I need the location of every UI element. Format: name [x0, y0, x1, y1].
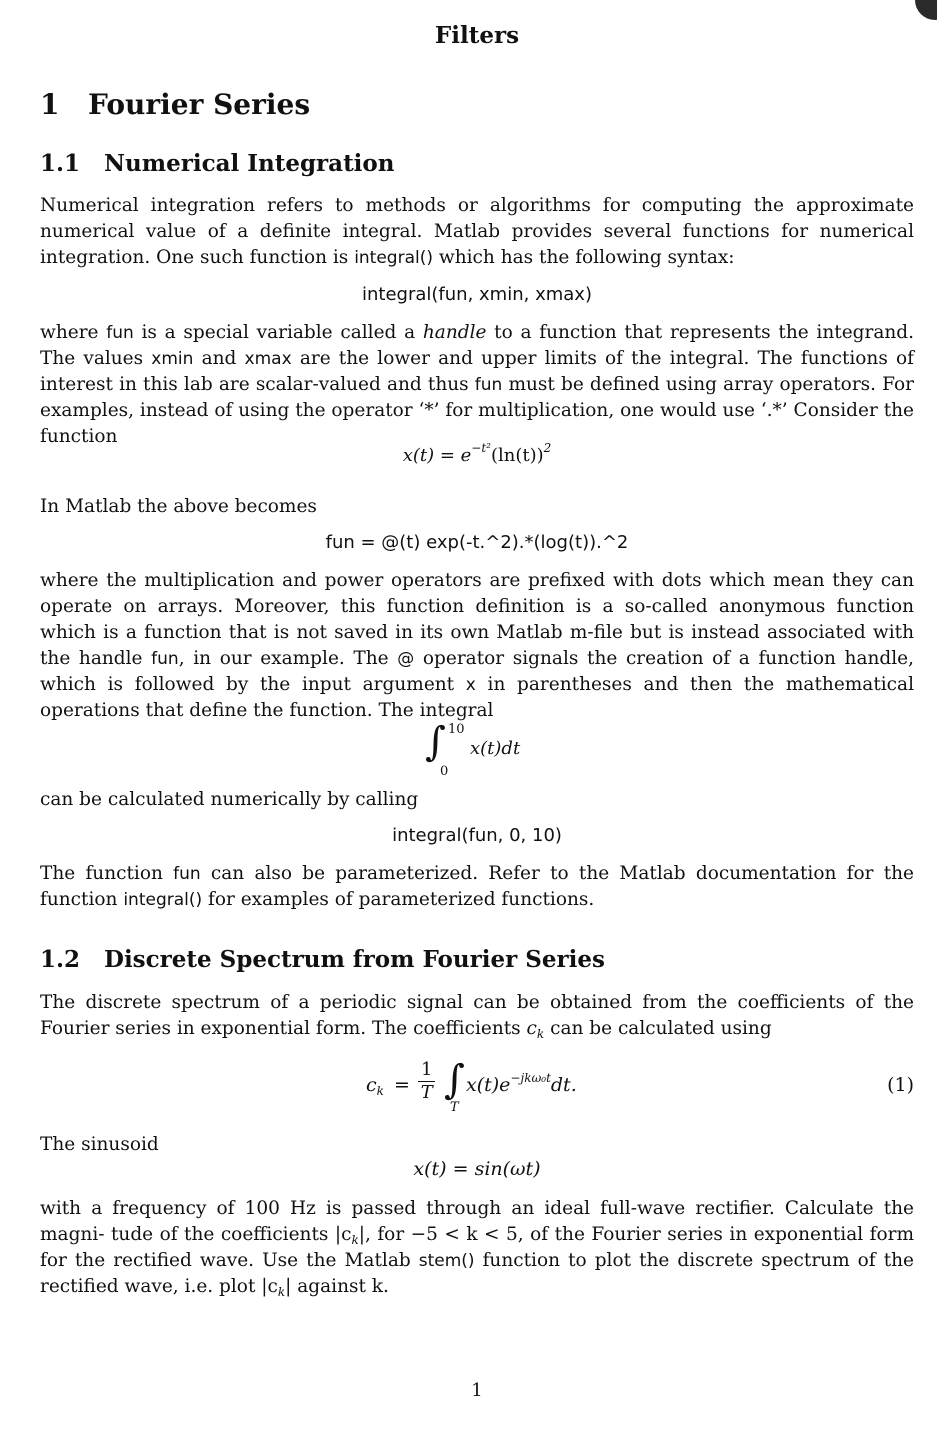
- section-1-number: 1: [40, 88, 60, 121]
- integral-call-line: integral(fun, 0, 10): [392, 825, 562, 846]
- section-1-1-heading: [40, 150, 395, 177]
- math-k-subscript: k: [351, 1233, 359, 1247]
- text: |, for −5 < k < 5, of the Fourier series in exponential form for the rectified wave. Use the Matlab: [40, 1224, 914, 1271]
- math-k-subscript: k: [277, 1285, 286, 1299]
- text: is a special variable called a: [133, 322, 423, 343]
- paragraph-calculated: can be calculated numerically by calling: [40, 789, 419, 810]
- integral-upper: 10: [448, 722, 465, 737]
- sinusoid-equation: x(t) = sin(ωt): [413, 1158, 541, 1180]
- paragraph-sinusoid: The sinusoid: [40, 1134, 159, 1155]
- integral-integrand: x(t)dt: [470, 738, 521, 759]
- eq-power: 2: [543, 441, 552, 455]
- section-1-2-number: 1.2: [40, 946, 81, 973]
- equation-1-label: (1): [887, 1074, 914, 1096]
- matlab-function-line: fun = @(t) exp(-t.^2).*(log(t)).^2: [325, 532, 629, 553]
- paragraph-anonymous-function: [40, 568, 914, 724]
- text: can also be parameterized. Refer to the Matlab documentation for the function: [40, 863, 914, 910]
- code-fun: fun: [173, 864, 201, 884]
- eq1-denominator: T: [420, 1082, 433, 1103]
- eq1-exponent: −jkω₀t: [510, 1071, 551, 1085]
- paragraph-handle: [40, 320, 914, 450]
- text: function to plot the discrete spectrum of the rectified wave, i.e. plot |c: [40, 1250, 914, 1297]
- section-1-2-heading: [40, 946, 605, 973]
- text: operator signals the creation of a function handle, which is followed by the input argument: [40, 648, 914, 695]
- paragraph-intro: [40, 193, 914, 271]
- text: must be defined using array operators. For examples, instead of using the operator ‘*’ for multiplication, one would use ‘.*’ Consider the function: [40, 374, 914, 447]
- eq1-tail: dt.: [550, 1074, 577, 1096]
- eq1-x: x(t)e: [466, 1074, 511, 1096]
- text: The function: [40, 863, 174, 884]
- code-fun: fun: [151, 649, 179, 669]
- text: where: [40, 322, 107, 343]
- text: to a function that represents the integrand. The values: [40, 322, 915, 369]
- text: for examples of parameterized functions.: [202, 889, 595, 910]
- section-1-2-title: Discrete Spectrum from Fourier Series: [104, 946, 605, 973]
- code-fun: fun: [474, 375, 503, 395]
- section-1-title: Fourier Series: [88, 88, 311, 121]
- emphasis-handle: handle: [422, 322, 487, 343]
- eq1-equals: =: [388, 1074, 416, 1096]
- text: can be calculated using: [544, 1018, 772, 1039]
- text: which has the following syntax:: [433, 247, 735, 268]
- code-stem: stem(): [418, 1251, 475, 1271]
- math-c: c: [526, 1018, 537, 1039]
- paragraph-matlab-intro: In Matlab the above becomes: [40, 496, 317, 517]
- eq1-fraction: [418, 1059, 435, 1104]
- text: The discrete spectrum of a periodic signal can be obtained from the coefficients of the Fourier series in exponential form. The coefficients: [40, 992, 914, 1039]
- text: with a frequency of 100 Hz is passed through an ideal full-wave rectifier. Calculate the magni- tude of the coefficients |c: [40, 1198, 914, 1245]
- page-corner-shadow: [915, 0, 937, 20]
- equation-x-of-t: [40, 441, 914, 466]
- page-number: 1: [471, 1380, 483, 1401]
- text: | against k.: [285, 1276, 389, 1297]
- code-integral: integral(): [123, 890, 203, 910]
- equation-1: [366, 1054, 666, 1118]
- eq-exponent: −t²: [471, 441, 491, 455]
- document-title: Filters: [434, 22, 520, 49]
- integral-sign: ∫: [425, 719, 446, 765]
- text: Numerical integration refers to methods or algorithms for computing the approximate numerical value of a definite integral. Matlab provides several functions for numerical integration. One such function is: [40, 195, 914, 268]
- section-1-1-number: 1.1: [40, 150, 81, 177]
- section-1-1-title: Numerical Integration: [104, 150, 395, 177]
- syntax-line: integral(fun, xmin, xmax): [362, 284, 592, 305]
- eq-lhs: x(t) = e: [402, 445, 472, 466]
- text: and: [193, 348, 245, 369]
- text: are the lower and upper limits of the integral. The functions of interest in this lab are scalar-valued and thus: [40, 348, 914, 395]
- code-at: @: [397, 649, 415, 669]
- section-1-heading: [40, 88, 310, 121]
- code-x: x: [465, 675, 476, 695]
- integral-expression: [425, 719, 585, 782]
- integral-lower: 0: [440, 764, 449, 779]
- text: in parentheses and then the mathematical operations that define the function. The integral: [40, 674, 914, 721]
- eq1-integrand: [466, 1071, 577, 1096]
- text: , in our example. The: [178, 648, 398, 669]
- eq1-integral-sub: T: [450, 1100, 459, 1115]
- math-k-subscript: k: [536, 1027, 545, 1041]
- text: where the multiplication and power operators are prefixed with dots which mean they can operate on arrays. Moreover, this function definition is a so-called anonymous function which is a function that is not saved in its own Matlab m-file but is instead associated with the handle: [40, 570, 914, 669]
- code-fun: fun: [106, 323, 134, 343]
- code-xmin: xmin: [151, 349, 194, 369]
- paragraph-parameterized: [40, 861, 914, 913]
- eq-rhs: (ln(t)): [490, 445, 544, 466]
- eq1-c: c: [366, 1074, 377, 1096]
- code-xmax: xmax: [244, 349, 292, 369]
- eq1-numerator: 1: [418, 1059, 435, 1082]
- eq1-k: k: [376, 1084, 384, 1098]
- eq1-lhs: [366, 1074, 384, 1096]
- code-integral: integral(): [354, 248, 433, 268]
- paragraph-rectifier: [40, 1196, 914, 1300]
- paragraph-discrete-spectrum: [40, 990, 914, 1042]
- eq1-integral-sign: ∫: [444, 1057, 465, 1103]
